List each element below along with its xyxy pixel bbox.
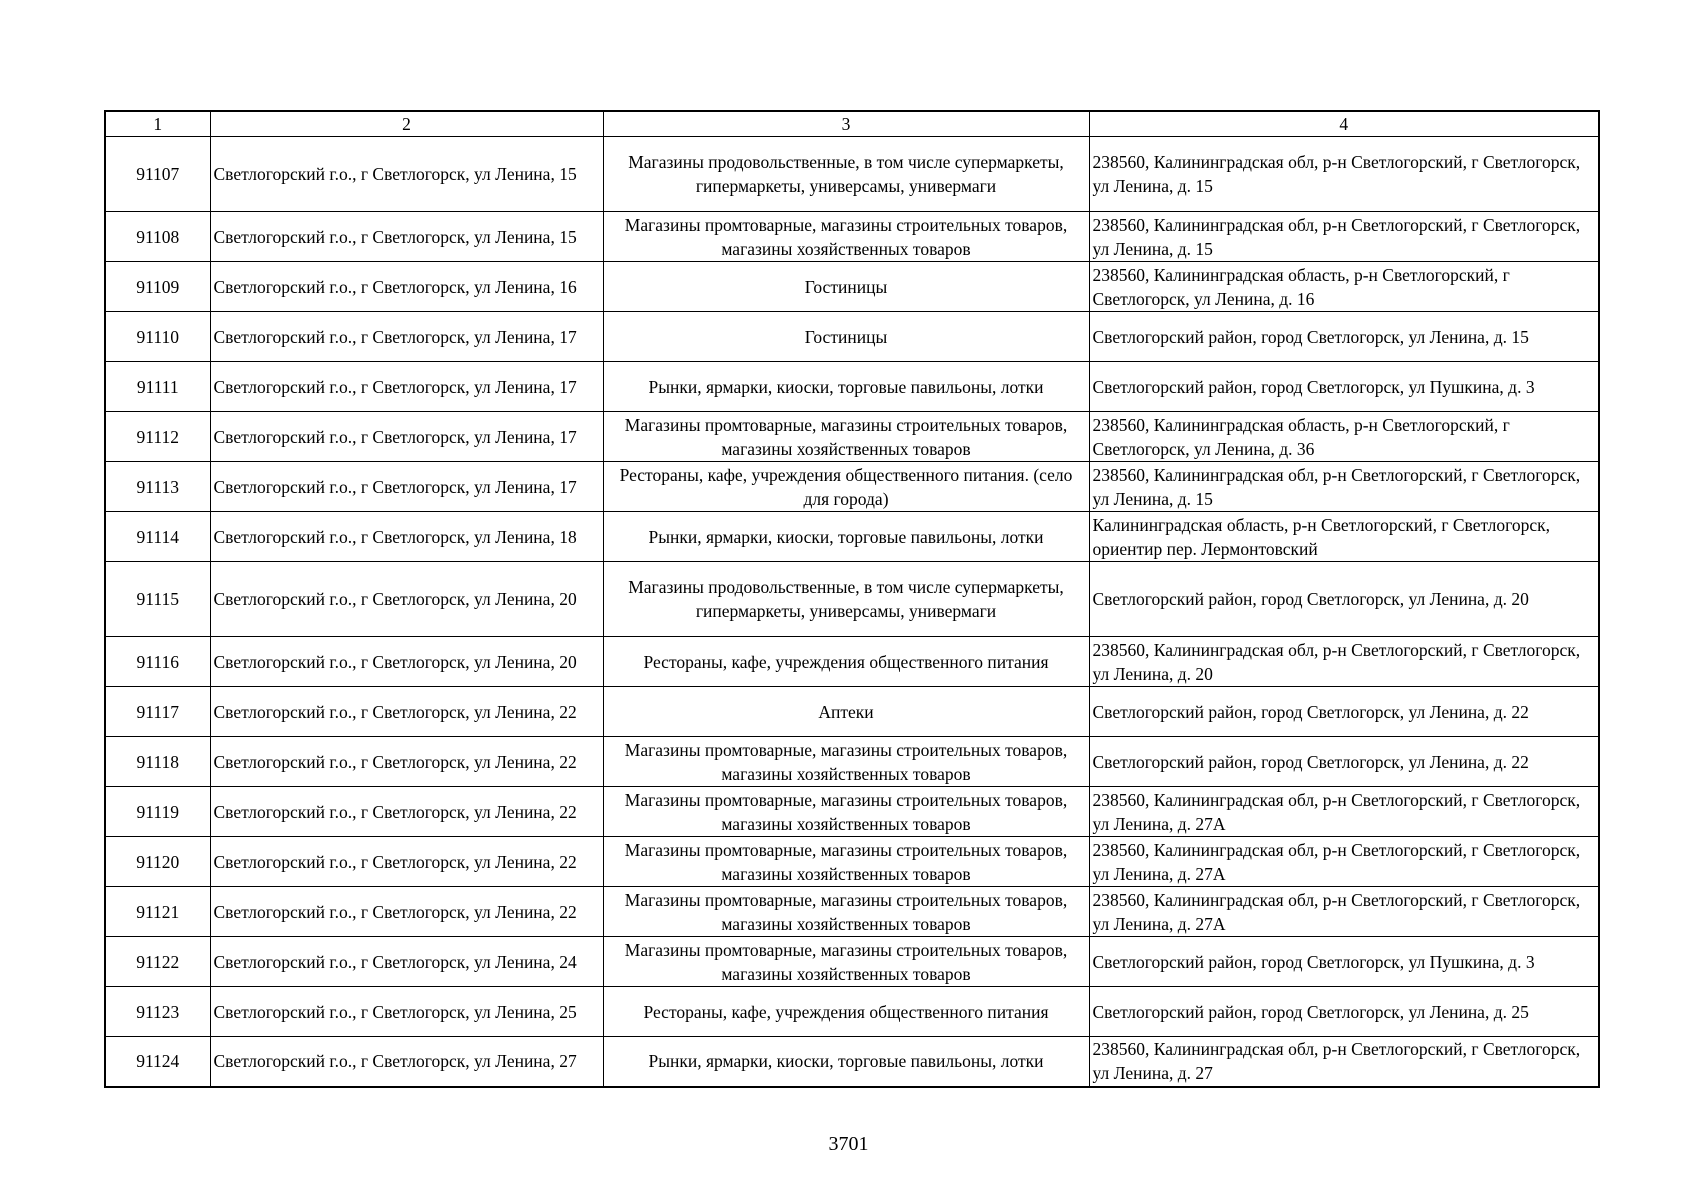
row-object-type: Магазины промтоварные, магазины строительных товаров, магазины хозяйственных товаров: [603, 887, 1089, 937]
row-number: 91112: [105, 412, 210, 462]
row-address: 238560, Калининградская область, р-н Светлогорский, г Светлогорск, ул Ленина, д. 16: [1089, 262, 1599, 312]
row-number: 91110: [105, 312, 210, 362]
table-row: [105, 412, 1599, 462]
row-number: 91119: [105, 787, 210, 837]
row-location: Светлогорский г.о., г Светлогорск, ул Ленина, 22: [210, 687, 603, 737]
header-row: [105, 111, 1599, 137]
row-address: Светлогорский район, город Светлогорск, ул Ленина, д. 22: [1089, 737, 1599, 787]
table-row: [105, 687, 1599, 737]
row-object-type: Гостиницы: [603, 312, 1089, 362]
row-object-type: Рестораны, кафе, учреждения общественного питания: [603, 987, 1089, 1037]
row-location: Светлогорский г.о., г Светлогорск, ул Ленина, 15: [210, 212, 603, 262]
row-location: Светлогорский г.о., г Светлогорск, ул Ленина, 20: [210, 562, 603, 637]
row-location: Светлогорский г.о., г Светлогорск, ул Ленина, 22: [210, 887, 603, 937]
row-location: Светлогорский г.о., г Светлогорск, ул Ленина, 17: [210, 312, 603, 362]
row-number: 91123: [105, 987, 210, 1037]
table-row: [105, 787, 1599, 837]
row-location: Светлогорский г.о., г Светлогорск, ул Ленина, 17: [210, 412, 603, 462]
table-row: [105, 312, 1599, 362]
row-location: Светлогорский г.о., г Светлогорск, ул Ленина, 22: [210, 837, 603, 887]
row-address: 238560, Калининградская обл, р-н Светлогорский, г Светлогорск, ул Ленина, д. 15: [1089, 137, 1599, 212]
row-location: Светлогорский г.о., г Светлогорск, ул Ленина, 15: [210, 137, 603, 212]
row-location: Светлогорский г.о., г Светлогорск, ул Ленина, 16: [210, 262, 603, 312]
row-object-type: Рынки, ярмарки, киоски, торговые павильоны, лотки: [603, 362, 1089, 412]
table-row: [105, 562, 1599, 637]
row-number: 91111: [105, 362, 210, 412]
row-object-type: Магазины продовольственные, в том числе супермаркеты, гипермаркеты, универсамы, универмаги: [603, 562, 1089, 637]
table-row: [105, 512, 1599, 562]
row-location: Светлогорский г.о., г Светлогорск, ул Ленина, 24: [210, 937, 603, 987]
row-number: 91107: [105, 137, 210, 212]
row-object-type: Аптеки: [603, 687, 1089, 737]
row-object-type: Рынки, ярмарки, киоски, торговые павильоны, лотки: [603, 1037, 1089, 1087]
row-object-type: Магазины промтоварные, магазины строительных товаров, магазины хозяйственных товаров: [603, 837, 1089, 887]
row-address: 238560, Калининградская обл, р-н Светлогорский, г Светлогорск, ул Ленина, д. 27А: [1089, 787, 1599, 837]
row-address: 238560, Калининградская область, р-н Светлогорский, г Светлогорск, ул Ленина, д. 36: [1089, 412, 1599, 462]
table-header: [105, 111, 1599, 137]
row-object-type: Магазины промтоварные, магазины строительных товаров, магазины хозяйственных товаров: [603, 412, 1089, 462]
row-address: 238560, Калининградская обл, р-н Светлогорский, г Светлогорск, ул Ленина, д. 27: [1089, 1037, 1599, 1087]
row-number: 91122: [105, 937, 210, 987]
row-location: Светлогорский г.о., г Светлогорск, ул Ленина, 22: [210, 787, 603, 837]
row-address: 238560, Калининградская обл, р-н Светлогорский, г Светлогорск, ул Ленина, д. 15: [1089, 212, 1599, 262]
row-address: Светлогорский район, город Светлогорск, ул Ленина, д. 15: [1089, 312, 1599, 362]
table-row: [105, 137, 1599, 212]
row-address: 238560, Калининградская обл, р-н Светлогорский, г Светлогорск, ул Ленина, д. 15: [1089, 462, 1599, 512]
row-number: 91116: [105, 637, 210, 687]
row-address: Светлогорский район, город Светлогорск, ул Пушкина, д. 3: [1089, 937, 1599, 987]
row-object-type: Магазины промтоварные, магазины строительных товаров, магазины хозяйственных товаров: [603, 212, 1089, 262]
row-object-type: Магазины продовольственные, в том числе супермаркеты, гипермаркеты, универсамы, универмаги: [603, 137, 1089, 212]
table-row: [105, 462, 1599, 512]
table-row: [105, 637, 1599, 687]
registry-table: [104, 110, 1600, 1088]
row-number: 91108: [105, 212, 210, 262]
table-row: [105, 362, 1599, 412]
column-header-1: 1: [105, 111, 210, 137]
column-header-3: 3: [603, 111, 1089, 137]
row-object-type: Магазины промтоварные, магазины строительных товаров, магазины хозяйственных товаров: [603, 937, 1089, 987]
page-number: 3701: [828, 1133, 869, 1155]
table-row: [105, 737, 1599, 787]
row-address: Светлогорский район, город Светлогорск, ул Ленина, д. 20: [1089, 562, 1599, 637]
row-address: Светлогорский район, город Светлогорск, ул Ленина, д. 25: [1089, 987, 1599, 1037]
row-location: Светлогорский г.о., г Светлогорск, ул Ленина, 17: [210, 462, 603, 512]
column-header-4: 4: [1089, 111, 1599, 137]
row-address: 238560, Калининградская обл, р-н Светлогорский, г Светлогорск, ул Ленина, д. 27А: [1089, 837, 1599, 887]
row-location: Светлогорский г.о., г Светлогорск, ул Ленина, 25: [210, 987, 603, 1037]
row-number: 91124: [105, 1037, 210, 1087]
row-number: 91113: [105, 462, 210, 512]
row-number: 91118: [105, 737, 210, 787]
row-number: 91115: [105, 562, 210, 637]
table-row: [105, 212, 1599, 262]
table-row: [105, 987, 1599, 1037]
row-object-type: Магазины промтоварные, магазины строительных товаров, магазины хозяйственных товаров: [603, 787, 1089, 837]
row-location: Светлогорский г.о., г Светлогорск, ул Ленина, 20: [210, 637, 603, 687]
row-number: 91114: [105, 512, 210, 562]
table-row: [105, 837, 1599, 887]
table-body: [105, 137, 1599, 1087]
table-row: [105, 1037, 1599, 1087]
row-location: Светлогорский г.о., г Светлогорск, ул Ленина, 27: [210, 1037, 603, 1087]
row-address: 238560, Калининградская обл, р-н Светлогорский, г Светлогорск, ул Ленина, д. 20: [1089, 637, 1599, 687]
row-object-type: Рестораны, кафе, учреждения общественного питания. (село для города): [603, 462, 1089, 512]
row-address: Светлогорский район, город Светлогорск, ул Ленина, д. 22: [1089, 687, 1599, 737]
row-address: Калининградская область, р-н Светлогорский, г Светлогорск, ориентир пер. Лермонтовский: [1089, 512, 1599, 562]
row-number: 91120: [105, 837, 210, 887]
row-location: Светлогорский г.о., г Светлогорск, ул Ленина, 18: [210, 512, 603, 562]
row-address: Светлогорский район, город Светлогорск, ул Пушкина, д. 3: [1089, 362, 1599, 412]
table-row: [105, 262, 1599, 312]
row-number: 91109: [105, 262, 210, 312]
row-number: 91117: [105, 687, 210, 737]
row-object-type: Гостиницы: [603, 262, 1089, 312]
row-address: 238560, Калининградская обл, р-н Светлогорский, г Светлогорск, ул Ленина, д. 27А: [1089, 887, 1599, 937]
row-object-type: Рынки, ярмарки, киоски, торговые павильоны, лотки: [603, 512, 1089, 562]
row-object-type: Магазины промтоварные, магазины строительных товаров, магазины хозяйственных товаров: [603, 737, 1089, 787]
row-object-type: Рестораны, кафе, учреждения общественного питания: [603, 637, 1089, 687]
row-location: Светлогорский г.о., г Светлогорск, ул Ленина, 17: [210, 362, 603, 412]
column-header-2: 2: [210, 111, 603, 137]
row-number: 91121: [105, 887, 210, 937]
table-row: [105, 937, 1599, 987]
table-row: [105, 887, 1599, 937]
row-location: Светлогорский г.о., г Светлогорск, ул Ленина, 22: [210, 737, 603, 787]
